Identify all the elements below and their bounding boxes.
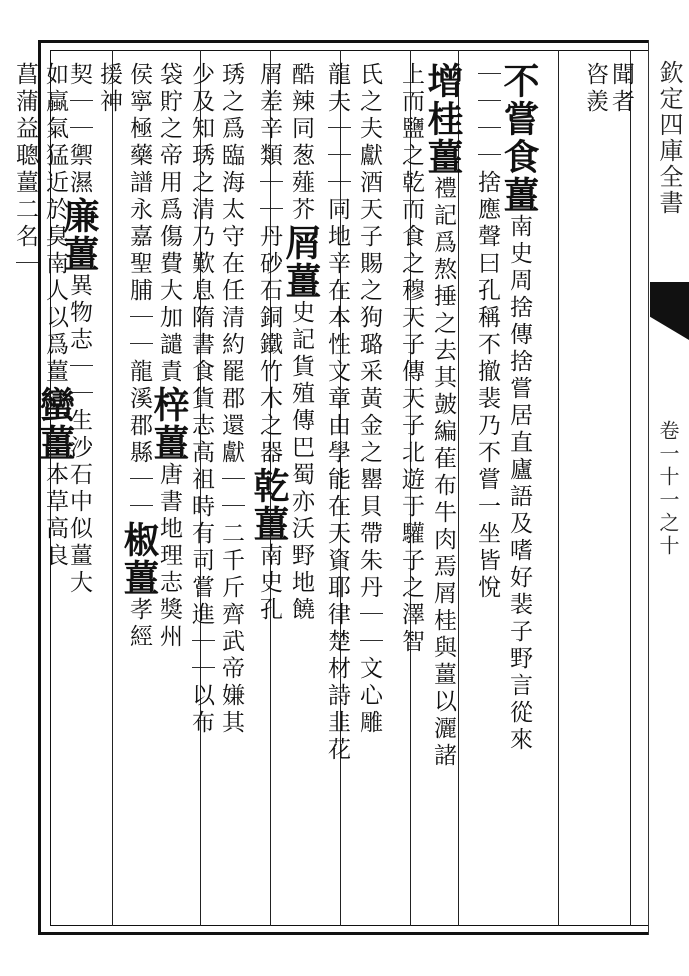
text-column bbox=[354, 62, 384, 737]
text-column bbox=[248, 62, 290, 624]
text-column bbox=[422, 62, 464, 770]
entry-text: 龍溪郡縣｜｜ bbox=[126, 359, 152, 521]
column-rule bbox=[112, 50, 113, 926]
text-column bbox=[34, 62, 76, 570]
entry-text: 侯寧極藥譜永嘉聖脯｜｜ bbox=[126, 62, 152, 359]
text-column bbox=[322, 62, 352, 764]
text-column bbox=[580, 62, 610, 116]
entry-heading: 廉薑 bbox=[58, 197, 100, 273]
entry-heading: 蠻薑 bbox=[34, 386, 76, 462]
entry-text: 本草高良 bbox=[42, 462, 68, 570]
entry-heading: 增桂薑 bbox=[422, 62, 464, 176]
entry-text: 南史孔 bbox=[256, 543, 282, 624]
text-column bbox=[498, 62, 540, 754]
entry-text: 禮記爲熬捶之去其皷編萑布牛肉焉屑桂與薑以灑諸 bbox=[430, 176, 456, 770]
text-column bbox=[10, 62, 40, 278]
entry-text: 如蠃氣猛近於臭南人以爲薑 bbox=[42, 62, 68, 386]
entry-heading: 不嘗食薑 bbox=[498, 62, 540, 214]
entry-text: 上而鹽之乾而食之穆天子傳天子北遊于驩子之澤智 bbox=[398, 62, 424, 656]
entry-heading: 梓薑 bbox=[148, 386, 190, 462]
column-rule bbox=[558, 50, 559, 926]
entry-text: 少及知琇之清乃歎息隋書食貨志高祖時有司嘗進｜｜以布 bbox=[188, 62, 214, 737]
entry-heading: 乾薑 bbox=[248, 467, 290, 543]
text-column bbox=[186, 62, 216, 737]
entry-text: 南史周捨傳捨嘗居直廬語及嗜好裴子野言從來 bbox=[506, 214, 532, 754]
entry-text: 援神 bbox=[96, 62, 122, 116]
entry-text: 聞者 bbox=[608, 62, 634, 116]
text-column bbox=[216, 62, 246, 737]
fold-volume-label: 卷一十一之十 bbox=[656, 420, 680, 558]
entry-heading: 椒薑 bbox=[118, 521, 160, 597]
entry-heading: 屑薑 bbox=[280, 224, 322, 300]
fold-book-title: 欽定四庫全書 bbox=[655, 60, 683, 216]
entry-text: 契｜｜禦濕 bbox=[66, 62, 92, 197]
entry-text: 龍夫｜｜｜同地辛在本性文章由學能在天資耶律楚材詩韭花 bbox=[324, 62, 350, 764]
entry-text: 薑二名｜ bbox=[12, 170, 38, 278]
text-column bbox=[472, 62, 502, 602]
entry-text: 屑差辛類｜｜丹砂石銅鐵竹木之器 bbox=[256, 62, 282, 467]
entry-text: 酷辣同葱薤芥 bbox=[288, 62, 314, 224]
column-rule bbox=[630, 50, 631, 926]
column-rule bbox=[458, 50, 459, 926]
entry-text: 袋貯之帝用爲傷費大加譴責 bbox=[156, 62, 182, 386]
entry-text: 史記貨殖傳巴蜀亦沃野地饒 bbox=[288, 300, 314, 624]
text-column bbox=[280, 62, 322, 624]
entry-text: 孝經 bbox=[126, 597, 152, 651]
text-column bbox=[606, 62, 636, 116]
text-column bbox=[118, 62, 160, 651]
entry-text: 唐書地理志獎州 bbox=[156, 462, 182, 651]
text-column bbox=[94, 62, 124, 116]
text-column bbox=[396, 62, 426, 656]
entry-text: 氏之夫獻酒天子賜之狗璐采黃金之罌貝帶朱丹｜｜文心雕 bbox=[356, 62, 382, 737]
entry-text: 咨羨 bbox=[582, 62, 608, 116]
entry-text: 琇之爲臨海太守在任清約罷郡還獻｜｜二千斤齊武帝嫌其 bbox=[218, 62, 244, 737]
entry-text: ｜｜｜｜捨應聲曰孔稱不撤裴乃不嘗一坐皆悅 bbox=[474, 62, 500, 602]
entry-text: 異物志｜｜生沙石中似薑大 bbox=[66, 273, 92, 597]
entry-text: 菖蒲益聰 bbox=[12, 62, 38, 170]
